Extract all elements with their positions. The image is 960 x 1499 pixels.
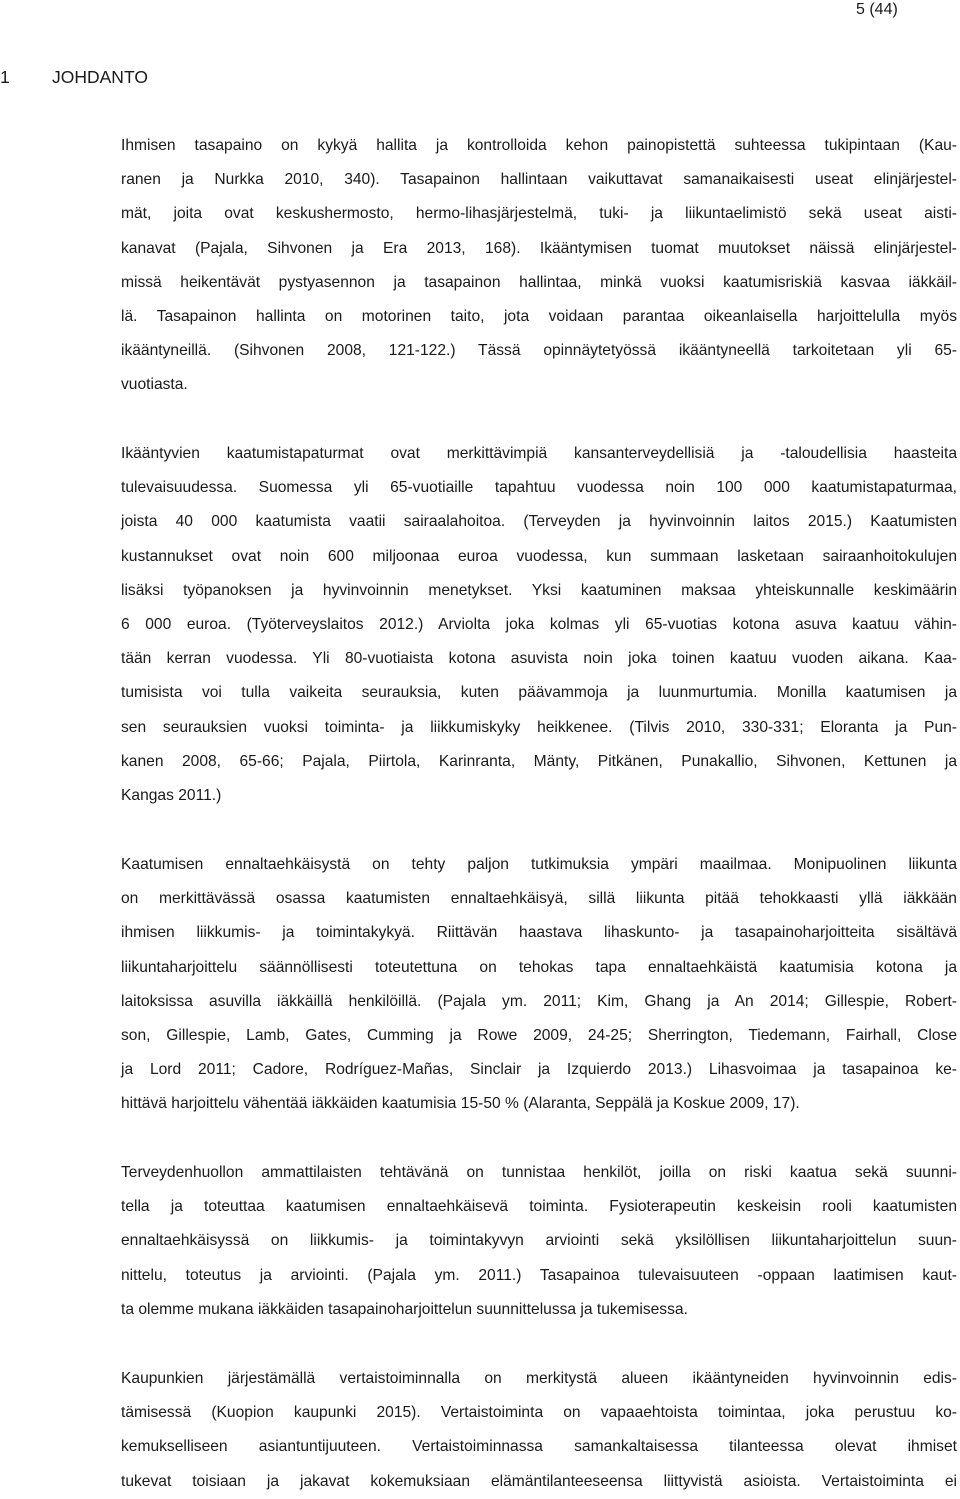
text-line: tulevaisuudessa. Suomessa yli 65-vuotiaille tapahtuu vuodessa noin 100 000 kaatumistapaturmaa, <box>121 479 957 497</box>
page-number: 5 (44) <box>856 1 898 18</box>
text-line: nittelu, toteutus ja arviointi. (Pajala ym. 2011.) Tasapainoa tulevaisuuteen -oppaan laatimisen kaut- <box>121 1266 957 1284</box>
paragraph-prevention <box>121 848 957 1122</box>
chapter-number: 1 <box>0 67 10 87</box>
paragraph-intro <box>121 129 957 403</box>
text-line: Kaupunkien järjestämällä vertaistoiminnalla on merkitystä alueen ikääntyneiden hyvinvoinnin edis- <box>121 1370 957 1387</box>
text-line: tukevat toisiaan ja jakavat kokemuksiaan elämäntilanteeseensa liittyvistä asioista. Vertaistoiminta ei <box>121 1472 957 1490</box>
text-line: kemukselliseen asiantuntijuuteen. Vertaistoiminnassa samankaltaisessa tilanteessa olevat ihmiset <box>121 1438 957 1456</box>
text-line: tämisessä (Kuopion kaupunki 2015). Vertaistoiminta on vapaaehtoista toimintaa, joka perustuu ko- <box>121 1404 957 1422</box>
text-line: ja Lord 2011; Cadore, Rodríguez-Mañas, Sinclair ja Izquierdo 2013.) Lihasvoimaa ja tasapainoa ke- <box>121 1061 957 1079</box>
text-line: mät, joita ovat keskushermosto, hermo-lihasjärjestelmä, tuki- ja liikuntaelimistö sekä useat aisti- <box>121 205 957 223</box>
text-line: Terveydenhuollon ammattilaisten tehtävänä on tunnistaa henkilöt, joilla on riski kaatua sekä suunni- <box>121 1164 957 1181</box>
text-line: ennaltaehkäisyssä on liikkumis- ja toimintakyvyn arviointi sekä yksilöllisen liikuntaharjoittelun suun- <box>121 1232 957 1250</box>
text-line: laitoksissa asuvilla iäkkäillä henkilöillä. (Pajala ym. 2011; Kim, Ghang ja An 2014; Gillespie, Robert- <box>121 992 957 1010</box>
paragraph-peer-activity <box>121 1362 957 1499</box>
text-line: son, Gillespie, Lamb, Gates, Cumming ja Rowe 2009, 24-25; Sherrington, Tiedemann, Fairhall, Close <box>121 1026 957 1044</box>
text-line: sen seurauksien vuoksi toiminta- ja liikkumiskyky heikkenee. (Tilvis 2010, 330-331; Eloranta ja Pun- <box>121 718 957 736</box>
text-line: missä heikentävät pystyasennon ja tasapainon hallintaa, minkä vuoksi kaatumisriskiä kasvaa iäkkäil- <box>121 273 957 291</box>
text-line: liikuntaharjoittelu säännöllisesti toteutettuna on tehokas tapa ennaltaehkäistä kaatumisia kotona ja <box>121 958 957 976</box>
text-line: hittävä harjoittelu vähentää iäkkäiden kaatumisia 15-50 % (Alaranta, Seppälä ja Koskue 2009, 17). <box>121 1095 800 1113</box>
text-line: kanen 2008, 65-66; Pajala, Piirtola, Karinranta, Mänty, Pitkänen, Punakallio, Sihvonen, Kettunen ja <box>121 752 957 770</box>
text-line: ikääntyneillä. (Sihvonen 2008, 121-122.) Tässä opinnäytetyössä ikääntyneellä tarkoitetaan yli 65- <box>121 342 957 360</box>
text-line: kanavat (Pajala, Sihvonen ja Era 2013, 168). Ikääntymisen tuomat muutokset näissä elinjärjestel- <box>121 239 957 257</box>
text-line: joista 40 000 kaatumista vaatii sairaalahoitoa. (Terveyden ja hyvinvoinnin laitos 2015.) Kaatumisten <box>121 513 957 531</box>
text-line: ranen ja Nurkka 2010, 340). Tasapainon hallintaan vaikuttavat samanaikaisesti useat elinjärjestel- <box>121 171 957 189</box>
chapter-heading <box>0 66 148 88</box>
text-line: lisäksi työpanoksen ja hyvinvoinnin menetykset. Yksi kaatuminen maksaa yhteiskunnalle keskimäärin <box>121 581 957 599</box>
text-line: ihmisen liikkumis- ja toimintakykyä. Riittävän haastava lihaskunto- ja tasapainoharjoitteita sisältävä <box>121 924 957 942</box>
text-line: kustannukset ovat noin 600 miljoonaa euroa vuodessa, kun summaan lasketaan sairaanhoitokulujen <box>121 547 957 565</box>
text-line: tumisista voi tulla vaikeita seurauksia, kuten päävammoja ja luunmurtumia. Monilla kaatumisen ja <box>121 684 957 702</box>
text-line: Ikääntyvien kaatumistapaturmat ovat merkittävimpiä kansanterveydellisiä ja -taloudellisia haasteita <box>121 445 957 462</box>
text-line: tään kerran vuodessa. Yli 80-vuotiaista kotona asuvista noin joka toinen kaatuu vuoden aikana. Kaa- <box>121 650 957 668</box>
text-line: on merkittävässä osassa kaatumisten ennaltaehkäisyä, sillä liikunta pitää tehokkaasti yllä iäkkään <box>121 890 957 908</box>
text-line: Ihmisen tasapaino on kykyä hallita ja kontrolloida kehon painopistettä suhteessa tukipintaan (Kau- <box>121 137 957 154</box>
text-line: 6 000 euroa. (Työterveyslaitos 2012.) Arviolta joka kolmas yli 65-vuotias kotona asuva kaatuu vähin- <box>121 615 957 633</box>
text-line: Kaatumisen ennaltaehkäisystä on tehty paljon tutkimuksia ympäri maailmaa. Monipuolinen liikunta <box>121 856 957 873</box>
paragraph-falls <box>121 437 957 813</box>
text-line: Kangas 2011.) <box>121 786 222 804</box>
text-line: ta olemme mukana iäkkäiden tasapainoharjoittelun suunnittelussa ja tukemisessa. <box>121 1300 688 1318</box>
text-line: tella ja toteuttaa kaatumisen ennaltaehkäisevä toiminta. Fysioterapeutin keskeisin rooli kaatumisten <box>121 1198 957 1216</box>
text-line: vuotiasta. <box>121 376 188 394</box>
text-line: lä. Tasapainon hallinta on motorinen taito, jota voidaan parantaa oikeanlaisella harjoittelulla myös <box>121 307 957 325</box>
paragraph-professionals <box>121 1156 957 1327</box>
chapter-title: JOHDANTO <box>52 67 148 87</box>
